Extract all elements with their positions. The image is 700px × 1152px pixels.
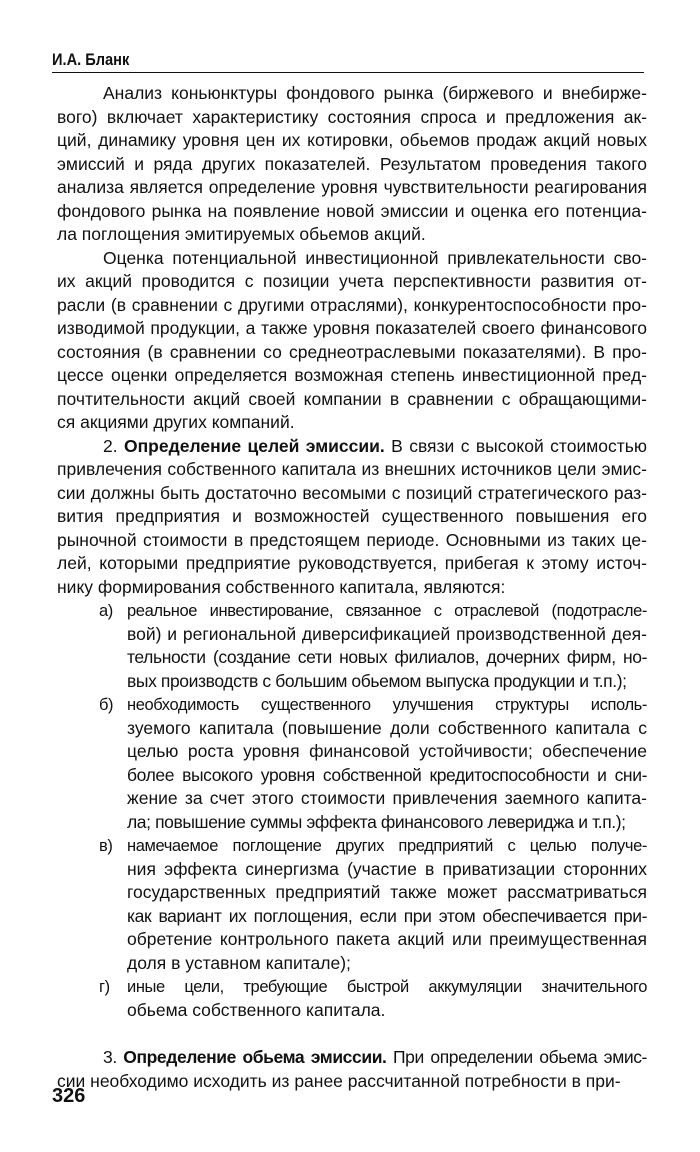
list-item-text: зуемого капитала (повышение доли собственного капитала с [127,717,647,738]
list-item-text: реальное инвестирование, связанное с отраслевой (подотрасле- [127,601,647,620]
list-item-line [99,952,647,976]
list-item-text: обьема собственного капитала. [127,999,386,1020]
text-line: изводимой продукции, а также уровня показателей своего финансового [57,318,647,338]
section-gap [57,1022,647,1046]
list-item [57,834,647,975]
goals-list [57,599,647,1022]
list-item-line [99,623,647,647]
list-item-line [99,999,647,1023]
section-number: 3. [103,1047,117,1067]
list-item-text: вых производств с большим обьемом выпуска продукции и т.п.); [127,670,627,691]
text-line: их акций проводится с позиции учета перспективности развития от- [57,271,647,291]
list-item [57,599,647,693]
list-item-line [99,599,647,623]
list-item-line [99,834,647,858]
list-item-text: необходимость существенного улучшения структуры исполь- [127,695,647,714]
list-item-text: вой) и региональной диверсификацией производственной дея- [127,623,647,644]
list-item-line [99,693,647,717]
list-item-text: намечаемое поглощение других предприятий с целью получе- [127,836,647,855]
text-line: рыночной стоимости в предстоящем периоде. Основными из таких це- [57,529,647,550]
list-item-text: жение за счет этого стоимости привлечения заемного капита- [127,788,647,808]
text-line: Оценка потенциальной инвестиционной привлекательности сво- [103,247,647,268]
list-item-line [99,787,647,811]
section-heading: Определение обьема эмиссии. [123,1047,387,1067]
list-marker: в) [99,836,113,855]
text-line: вития предприятия и возможностей существенного повышения его [57,506,647,526]
text-line: ся акциями других компаний. [57,412,295,432]
list-item-text: обретение контрольного пакета акций или преимущественная [127,929,647,949]
section-first-line [57,435,647,459]
list-item-text: иные цели, требующие быстрой аккумуляции значительного [127,977,647,996]
list-item-text: более высокого уровня собственной кредитоспособности и сни- [127,764,647,785]
list-item-text: государственных предприятий также может рассматриваться [127,882,647,902]
section-heading: Определение целей эмиссии. [124,435,385,456]
list-item-line [99,670,647,694]
text-line: Анализ коньюнктуры фондового рынка (биржевого и внебирже- [103,83,647,103]
list-item-line [99,811,647,835]
list-item [57,975,647,1022]
text-line: нику формирования собственного капитала, являются: [57,576,506,597]
text-line: состояния (в сравнении со среднеотраслевыми показателями). В про- [57,341,647,362]
header-rule [52,72,644,73]
list-item-line [99,740,647,764]
list-item-line [99,928,647,952]
text-line: анализа является определение уровня чувствительности реагирования [57,177,647,197]
text-line: цессе оценки определяется возможная степень инвестиционной пред- [57,365,647,385]
section-emission-volume [57,1046,647,1093]
list-marker: а) [99,601,113,620]
list-item-line [99,905,647,929]
text-line: сии необходимо исходить из ранее рассчитанной потребности в при- [57,1070,621,1091]
list-item-text: как вариант их поглощения, если при этом обеспечивается при- [127,905,647,926]
list-item-line [99,975,647,999]
text-line: эмиссий и ряда других показателей. Результатом проведения такого [57,153,647,174]
text-line: сии должны быть достаточно весомыми с позиций стратегического раз- [57,482,647,503]
text-line: вого) включает характеристику состояния спроса и предложения ак- [57,106,647,127]
paragraph-market-analysis [57,82,647,247]
paragraph-attractiveness [57,247,647,435]
list-item-line [99,764,647,788]
list-marker: г) [99,977,110,996]
list-item [57,693,647,834]
list-marker: б) [99,695,114,714]
text-line: расли (в сравнении с другими отраслями), конкурентоспособности про- [57,294,647,315]
section-first-line [57,1046,647,1070]
list-item-line [99,717,647,741]
text-line: привлечения собственного капитала из внешних источников цели эмис- [57,459,647,479]
text-line: ций, динамику уровня цен их котировки, обьемов продаж акций новых [57,130,647,150]
list-item-line [99,881,647,905]
list-item-text: доля в уставном капитале); [127,952,351,973]
list-item-text: тельности (создание сети новых филиалов, дочерних фирм, но- [127,647,647,667]
list-item-line [99,646,647,670]
list-item-text: ла; повышение суммы эффекта финансового левериджа и т.п.); [127,811,626,832]
section-emission-goals [57,435,647,600]
text-line: фондового рынка на появление новой эмиссии и оценка его потенциа- [57,200,647,221]
page-number: 326 [52,1085,86,1107]
text-line: ла поглощения эмитируемых обьемов акций. [57,224,426,244]
list-item-line [99,858,647,882]
list-item-text: целью роста уровня финансовой устойчивости; обеспечение [127,741,647,761]
section-first-line-text: При определении обьема эмис- [393,1047,647,1067]
running-header-author: И.А. Бланк [52,50,130,69]
body-text [57,82,647,1093]
text-line: лей, которыми предприятие руководствуется, прибегая к этому источ- [57,553,647,573]
section-first-line-text: В связи с высокой стоимостью [391,435,647,456]
text-line: почтительности акций своей компании в сравнении с обращающими- [57,388,647,409]
list-item-text: ния эффекта синергизма (участие в приватизации сторонних [127,858,647,879]
section-number: 2. [103,435,118,456]
